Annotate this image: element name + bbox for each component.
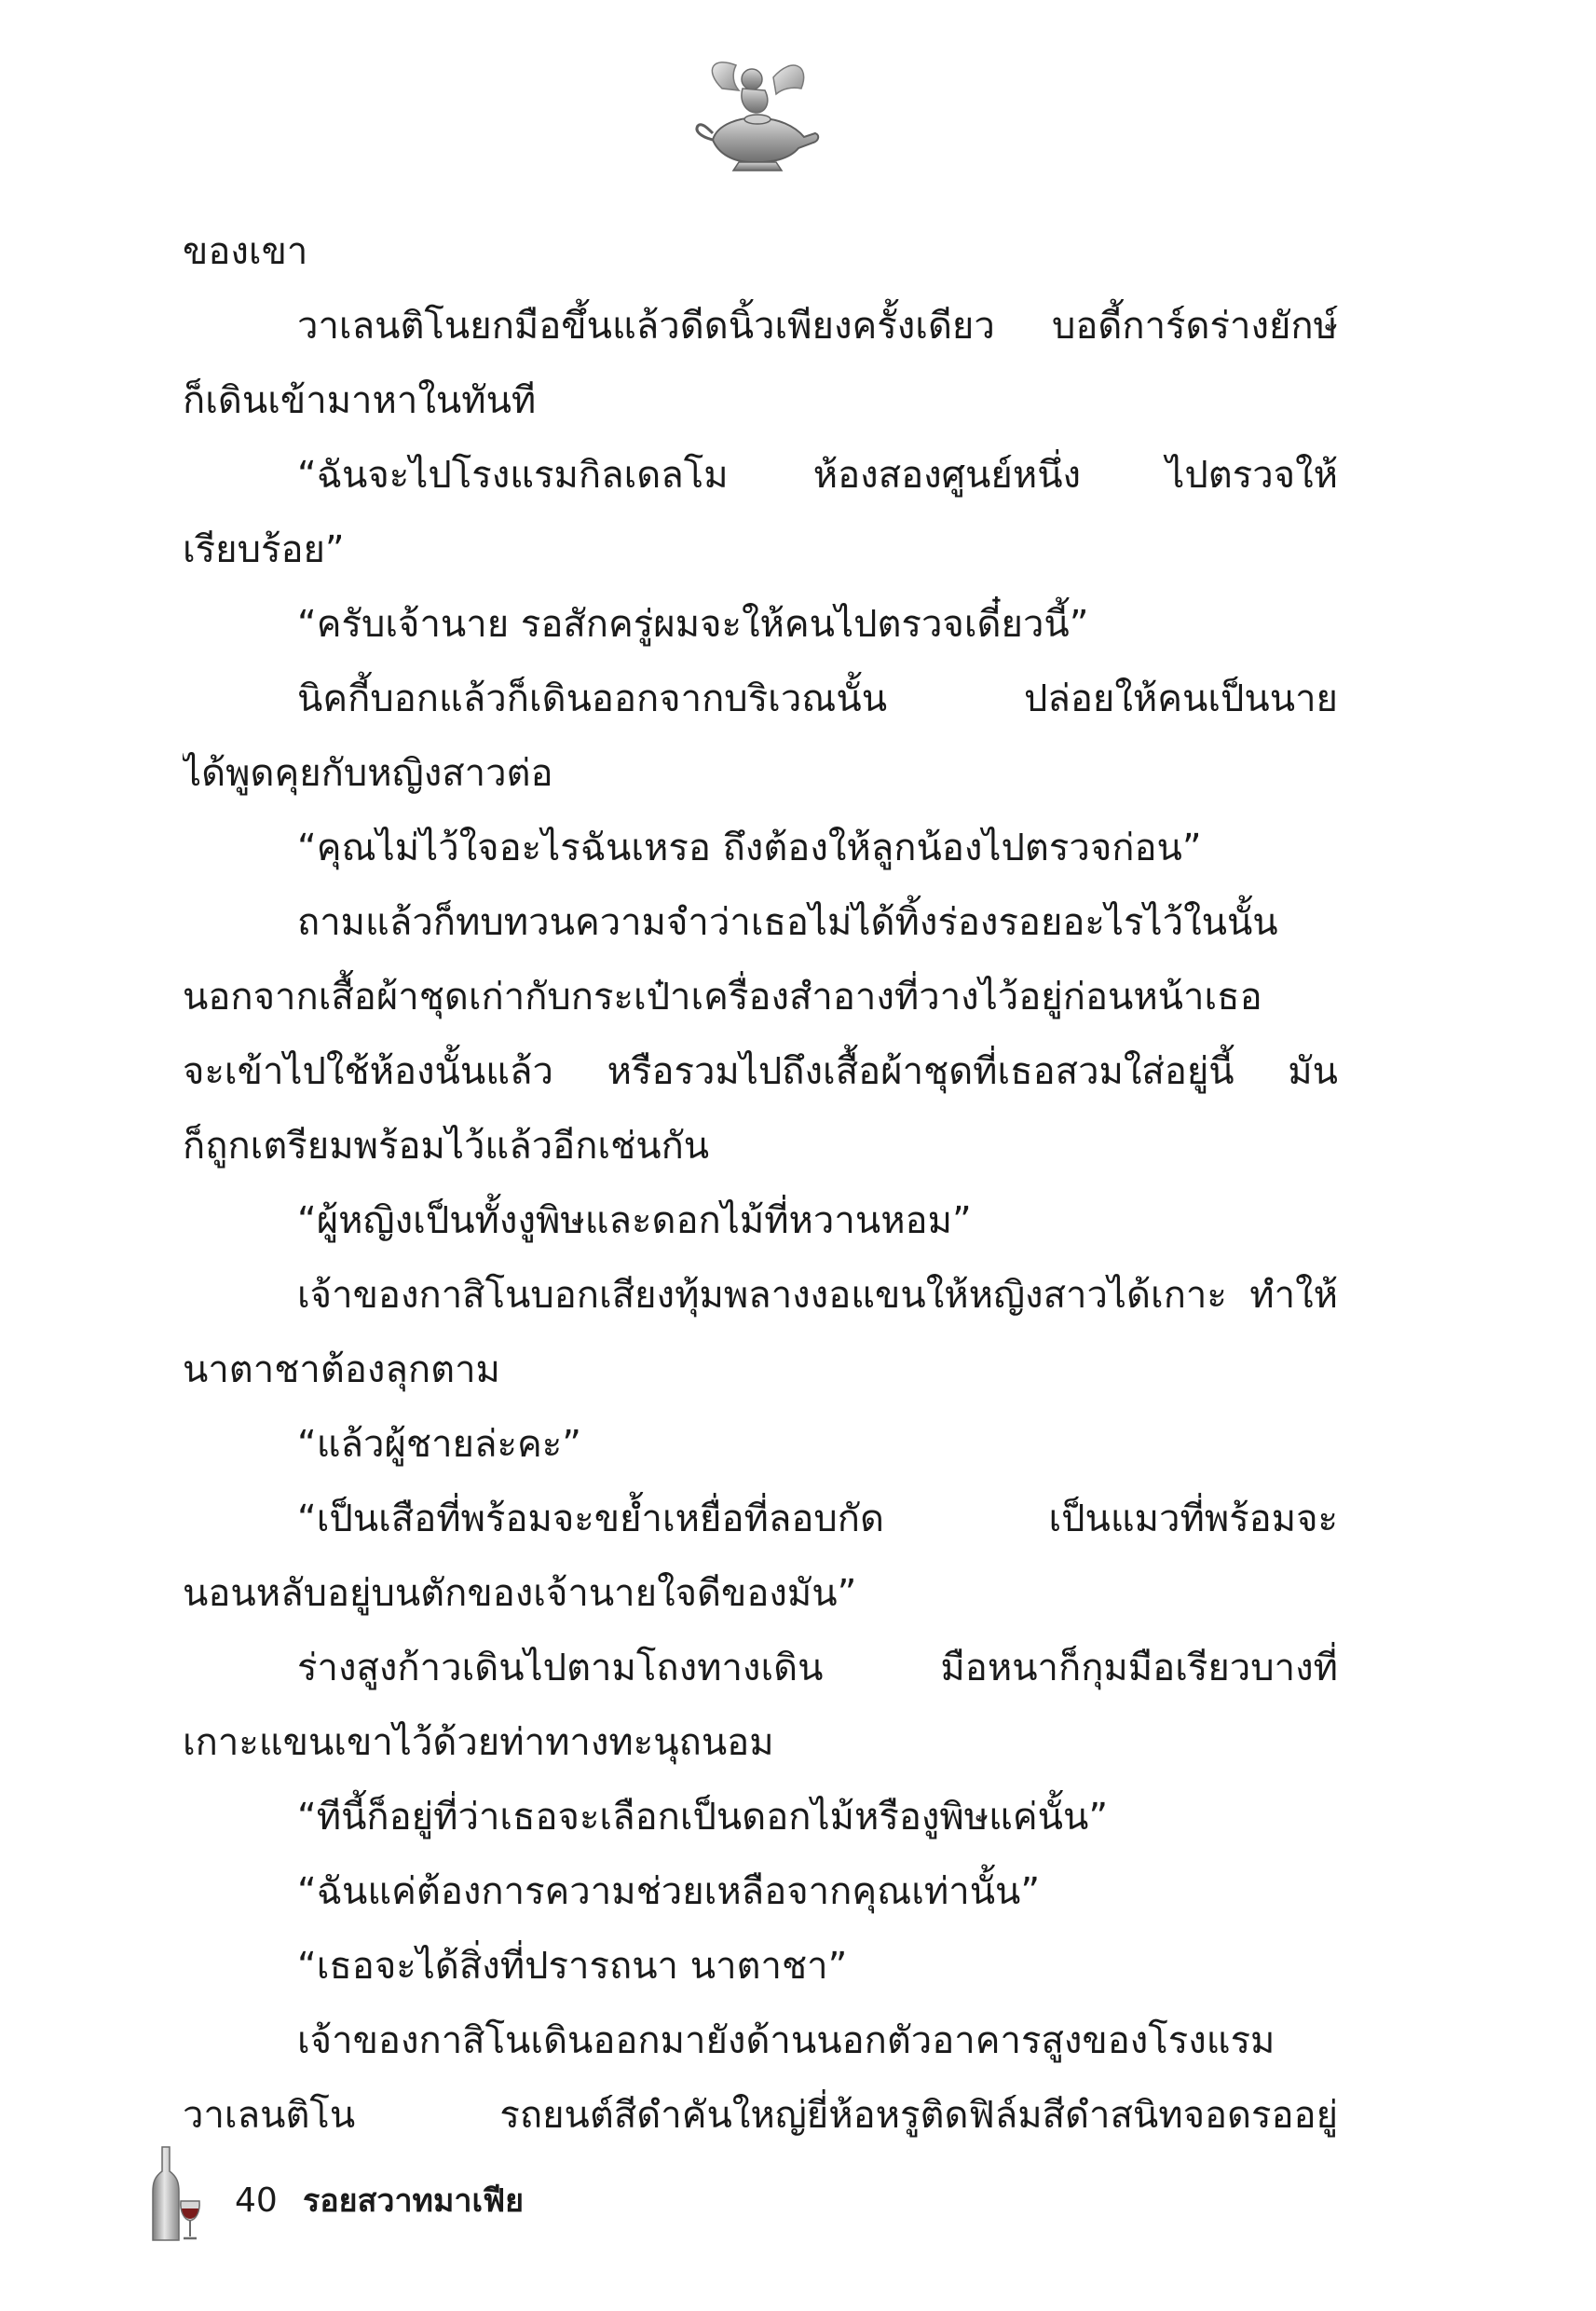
text-line: ถามแล้วก็ทบทวนความจำว่าเธอไม่ได้ทิ้งร่องรอยอะไรไว้ในนั้น <box>297 901 1278 944</box>
text-line: “เป็นเสือที่พร้อมจะขย้ำเหยื่อที่ลอบกัด เป็นแมวที่พร้อมจะ <box>297 1497 1338 1540</box>
text-line: เรียบร้อย” <box>183 528 345 571</box>
wine-bottle-glass-icon <box>149 2143 205 2246</box>
text-line: ก็ถูกเตรียมพร้อมไว้แล้วอีกเช่นกัน <box>183 1125 710 1168</box>
text-line: นอกจากเสื้อผ้าชุดเก่ากับกระเป๋าเครื่องสำอางที่วางไว้อยู่ก่อนหน้าเธอ <box>183 976 1262 1019</box>
text-line: “คุณไม่ไว้ใจอะไรฉันเหรอ ถึงต้องให้ลูกน้องไปตรวจก่อน” <box>297 827 1202 869</box>
text-line: เกาะแขนเขาไว้ด้วยท่าทางทะนุถนอม <box>183 1721 774 1764</box>
text-line: นอนหลับอยู่บนตักของเจ้านายใจดีของมัน” <box>183 1572 857 1615</box>
text-line: “ฉันจะไปโรงแรมกิลเดลโม ห้องสองศูนย์หนึ่ง ไปตรวจให้ <box>297 454 1338 497</box>
text-line: ได้พูดคุยกับหญิงสาวต่อ <box>183 752 553 795</box>
text-line: “เธอจะได้สิ่งที่ปรารถนา นาตาชา” <box>297 1945 848 1988</box>
page-footer <box>149 2143 708 2246</box>
text-line: จะเข้าไปใช้ห้องนั้นแล้ว หรือรวมไปถึงเสื้อผ้าชุดที่เธอสวมใส่อยู่นี้ มัน <box>183 1050 1338 1093</box>
text-line: ก็เดินเข้ามาหาในทันที <box>183 379 537 422</box>
text-line: “ทีนี้ก็อยู่ที่ว่าเธอจะเลือกเป็นดอกไม้หรืองูพิษแค่นั้น” <box>297 1796 1109 1839</box>
cherub-lamp-ornament-icon <box>685 51 825 177</box>
text-line: “ครับเจ้านาย รอสักครู่ผมจะให้คนไปตรวจเดี๋ยวนี้” <box>297 603 1089 646</box>
text-line: “ฉันแค่ต้องการความช่วยเหลือจากคุณเท่านั้น” <box>297 1870 1041 1913</box>
text-line: เจ้าของกาสิโนเดินออกมายังด้านนอกตัวอาคารสูงของโรงแรม <box>297 2019 1275 2062</box>
text-line: “แล้วผู้ชายล่ะคะ” <box>297 1423 581 1466</box>
book-title: รอยสวาทมาเฟีย <box>303 2182 525 2220</box>
text-line: “ผู้หญิงเป็นทั้งงูพิษและดอกไม้ที่หวานหอม” <box>297 1199 972 1242</box>
text-line: เจ้าของกาสิโนบอกเสียงทุ้มพลางงอแขนให้หญิงสาวได้เกาะ ทำให้ <box>297 1274 1338 1317</box>
text-line: วาเลนติโนยกมือขึ้นแล้วดีดนิ้วเพียงครั้งเดียว บอดี้การ์ดร่างยักษ์ <box>297 305 1338 348</box>
text-line: ของเขา <box>183 230 308 273</box>
text-line: ร่างสูงก้าวเดินไปตามโถงทางเดิน มือหนาก็กุมมือเรียวบางที่ <box>297 1647 1338 1689</box>
page-number: 40 <box>235 2181 278 2220</box>
text-line: นาตาชาต้องลุกตาม <box>183 1348 500 1391</box>
body-text <box>183 214 1338 2153</box>
text-line: นิคกี้บอกแล้วก็เดินออกจากบริเวณนั้น ปล่อยให้คนเป็นนาย <box>297 677 1338 720</box>
text-line: วาเลนติโน รถยนต์สีดำคันใหญ่ยี่ห้อหรูติดฟิล์มสีดำสนิทจอดรออยู่ <box>183 2094 1338 2137</box>
